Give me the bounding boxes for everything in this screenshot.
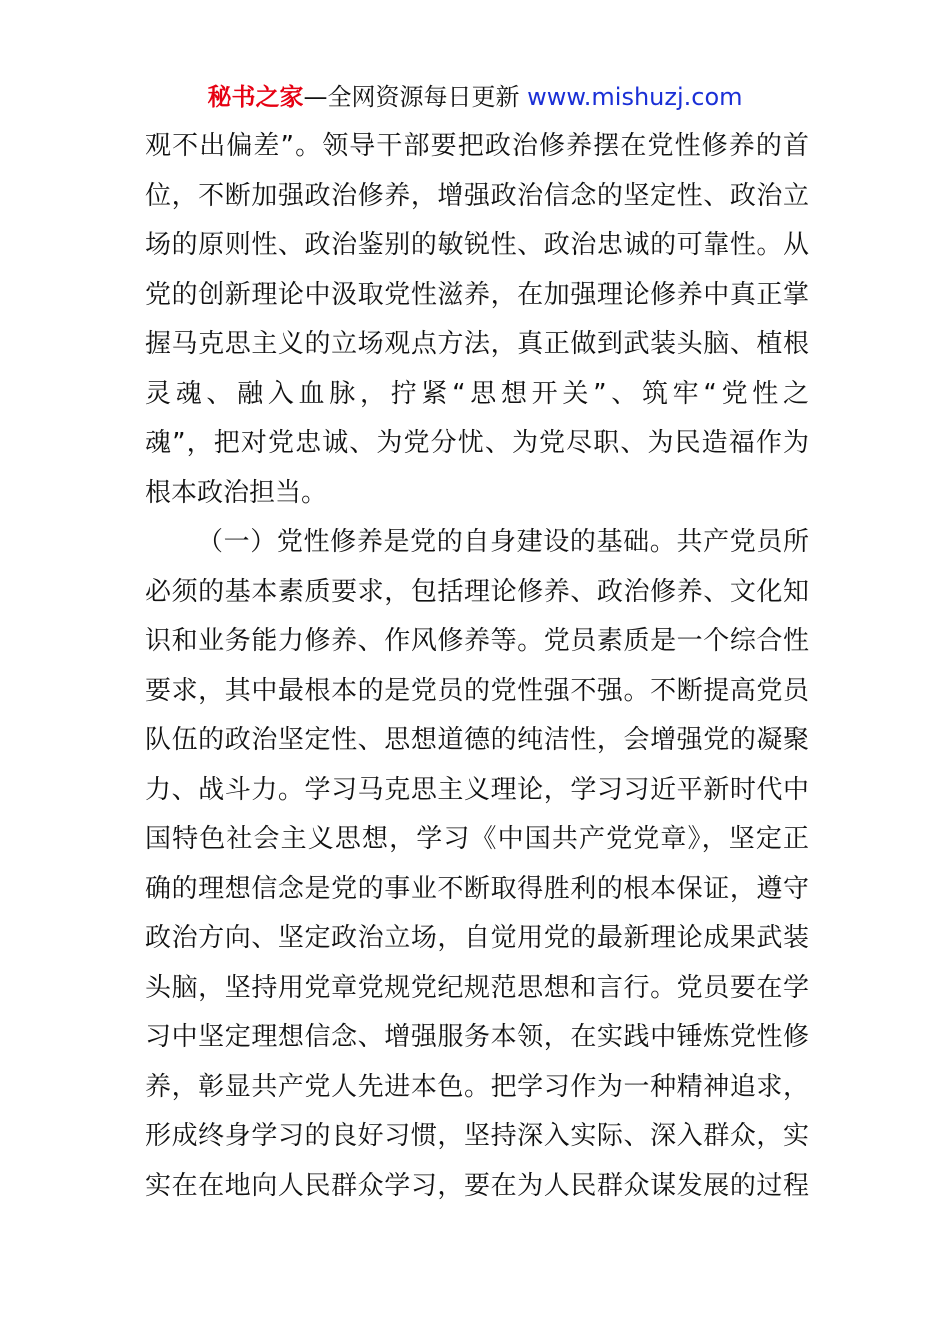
- site-tagline: —全网资源每日更新: [303, 83, 520, 111]
- document-body: [145, 122, 809, 1211]
- text-line: 国特色社会主义思想，学习《中国共产党党章》，坚定正: [145, 824, 809, 854]
- text-line: 习中坚定理想信念、增强服务本领，在实践中锤炼党性修: [145, 1022, 809, 1052]
- text-line: 观不出偏差”。领导干部要把政治修养摆在党性修养的首: [145, 131, 809, 161]
- text-line: 魂”，把对党忠诚、为党分忧、为党尽职、为民造福作为: [145, 428, 809, 458]
- text-line: 根本政治担当。: [145, 477, 328, 508]
- paragraph: [145, 518, 809, 1211]
- text-line: 队伍的政治坚定性、思想道德的纯洁性，会增强党的凝聚: [145, 725, 809, 755]
- text-line: 实在在地向人民群众学习，要在为人民群众谋发展的过程: [145, 1170, 809, 1201]
- text-line: 头脑，坚持用党章党规党纪规范思想和言行。党员要在学: [145, 972, 809, 1003]
- site-url-link[interactable]: www.mishuzj.com: [527, 83, 743, 111]
- text-line: 识和业务能力修养、作风修养等。党员素质是一个综合性: [145, 626, 809, 656]
- text-line: （一）党性修养是党的自身建设的基础。共产党员所: [197, 527, 809, 557]
- text-line: 形成终身学习的良好习惯，坚持深入实际、深入群众，实: [145, 1121, 809, 1151]
- paragraph: [145, 122, 809, 518]
- site-brand: 秘书之家: [207, 83, 304, 111]
- text-line: 力、战斗力。学习马克思主义理论，学习习近平新时代中: [145, 774, 809, 805]
- text-line: 养，彰显共产党人先进本色。把学习作为一种精神追求，: [145, 1071, 809, 1102]
- text-line: 确的理想信念是党的事业不断取得胜利的根本保证，遵守: [145, 873, 809, 904]
- text-line: 政治方向、坚定政治立场，自觉用党的最新理论成果武装: [145, 923, 809, 953]
- text-line: 要求，其中最根本的是党员的党性强不强。不断提高党员: [145, 675, 809, 706]
- site-header: [0, 80, 950, 114]
- text-line: 党的创新理论中汲取党性滋养，在加强理论修养中真正掌: [145, 279, 809, 310]
- text-line: 必须的基本素质要求，包括理论修养、政治修养、文化知: [145, 576, 809, 607]
- text-line: 灵魂、融入血脉，拧紧“思想开关”、筑牢“党性之: [145, 378, 809, 409]
- text-line: 握马克思主义的立场观点方法，真正做到武装头脑、植根: [145, 329, 809, 359]
- text-line: 位，不断加强政治修养，增强政治信念的坚定性、政治立: [145, 180, 809, 211]
- text-line: 场的原则性、政治鉴别的敏锐性、政治忠诚的可靠性。从: [145, 230, 809, 260]
